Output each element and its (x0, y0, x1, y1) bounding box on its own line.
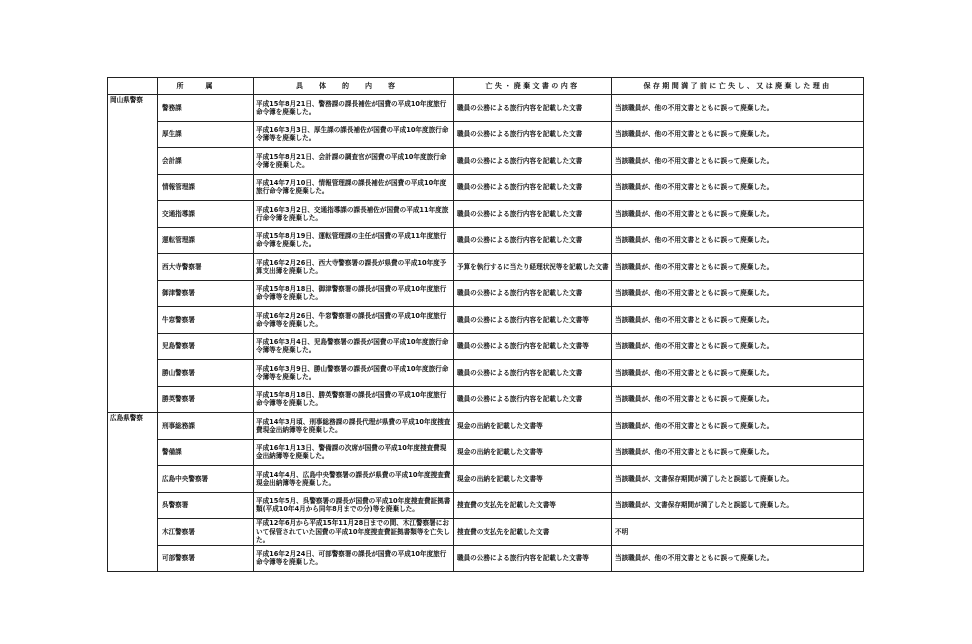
prefecture-cell (108, 333, 158, 360)
table-row (108, 307, 864, 334)
reason-cell: 当該職員が、他の不用文書とともに誤って廃棄した。 (612, 545, 864, 572)
reason-cell: 当該職員が、他の不用文書とともに誤って廃棄した。 (612, 95, 864, 122)
detail-cell: 平成12年6月から平成15年11月28日までの間、木江警察署において保管されていた国費の平成10年度捜査費証拠書類等を亡失した。 (254, 519, 454, 546)
office-cell: 刑事総務課 (158, 413, 254, 440)
prefecture-cell: 広島県警察 (108, 413, 158, 440)
detail-cell: 平成15年8月18日、御津警察署の課長が国費の平成10年度旅行命令簿等を廃棄した。 (254, 280, 454, 307)
header-row (108, 78, 864, 95)
prefecture-cell (108, 280, 158, 307)
table-row (108, 333, 864, 360)
header-office: 所属 (158, 78, 254, 95)
detail-cell: 平成16年2月24日、可部警察署の課長が国費の平成10年度旅行命令簿等を廃棄した。 (254, 545, 454, 572)
prefecture-cell (108, 386, 158, 413)
document-content-cell: 職員の公務による旅行内容を記載した文書 (454, 174, 612, 201)
table-row (108, 519, 864, 546)
prefecture-cell (108, 360, 158, 387)
detail-cell: 平成16年3月2日、交通指導課の課長補佐が国費の平成11年度旅行命令簿を廃棄した。 (254, 201, 454, 228)
office-cell: 可部警察署 (158, 545, 254, 572)
document-content-cell: 職員の公務による旅行内容を記載した文書 (454, 227, 612, 254)
office-cell: 勝山警察署 (158, 360, 254, 387)
prefecture-cell (108, 545, 158, 572)
document-content-cell: 捜査費の支払先を記載した文書等 (454, 492, 612, 519)
detail-cell: 平成15年8月19日、運転管理課の主任が国費の平成11年度旅行命令簿を廃棄した。 (254, 227, 454, 254)
office-cell: 広島中央警察署 (158, 466, 254, 493)
detail-cell: 平成16年3月4日、児島警察署の課長が国費の平成10年度旅行命令簿等を廃棄した。 (254, 333, 454, 360)
office-cell: 交通指導課 (158, 201, 254, 228)
prefecture-cell (108, 201, 158, 228)
office-cell: 勝英警察署 (158, 386, 254, 413)
detail-cell: 平成16年1月13日、警備課の次席が国費の平成10年度捜査費現金出納簿等を廃棄した。 (254, 439, 454, 466)
office-cell: 情報管理課 (158, 174, 254, 201)
header-reason: 保存期間満了前に亡失し、又は廃棄した理由 (612, 78, 864, 95)
detail-cell: 平成15年5月、呉警察署の課長が国費の平成10年度捜査費証拠書類(平成10年4月から同年8月までの分)等を廃棄した。 (254, 492, 454, 519)
document-content-cell: 職員の公務による旅行内容を記載した文書 (454, 280, 612, 307)
reason-cell: 当該職員が、他の不用文書とともに誤って廃棄した。 (612, 174, 864, 201)
reason-cell: 当該職員が、文書保存期間が満了したと誤認して廃棄した。 (612, 492, 864, 519)
prefecture-cell (108, 148, 158, 175)
reason-cell: 当該職員が、他の不用文書とともに誤って廃棄した。 (612, 254, 864, 281)
document-content-cell: 職員の公務による旅行内容を記載した文書 (454, 148, 612, 175)
table-row (108, 466, 864, 493)
header-detail: 具体的内容 (254, 78, 454, 95)
prefecture-cell (108, 254, 158, 281)
document-content-cell: 職員の公務による旅行内容を記載した文書 (454, 121, 612, 148)
reason-cell: 当該職員が、他の不用文書とともに誤って廃棄した。 (612, 333, 864, 360)
table-row (108, 227, 864, 254)
office-cell: 西大寺警察署 (158, 254, 254, 281)
prefecture-cell (108, 227, 158, 254)
office-cell: 厚生課 (158, 121, 254, 148)
reason-cell: 当該職員が、他の不用文書とともに誤って廃棄した。 (612, 121, 864, 148)
prefecture-cell (108, 174, 158, 201)
office-cell: 牛窓警察署 (158, 307, 254, 334)
prefecture-cell (108, 519, 158, 546)
loss-disposal-table (107, 77, 864, 572)
document-content-cell: 職員の公務による旅行内容を記載した文書 (454, 95, 612, 122)
reason-cell: 当該職員が、他の不用文書とともに誤って廃棄した。 (612, 201, 864, 228)
document-content-cell: 職員の公務による旅行内容を記載した文書 (454, 201, 612, 228)
prefecture-cell (108, 121, 158, 148)
office-cell: 会計課 (158, 148, 254, 175)
prefecture-cell (108, 307, 158, 334)
detail-cell: 平成14年4月、広島中央警察署の課長が県費の平成10年度捜査費現金出納簿等を廃棄した。 (254, 466, 454, 493)
document-content-cell: 職員の公務による旅行内容を記載した文書 (454, 360, 612, 387)
table-row (108, 174, 864, 201)
office-cell: 児島警察署 (158, 333, 254, 360)
table-row (108, 439, 864, 466)
document-content-cell: 現金の出納を記載した文書等 (454, 466, 612, 493)
header-document-content: 亡失・廃棄文書の内容 (454, 78, 612, 95)
table-row (108, 148, 864, 175)
reason-cell: 当該職員が、他の不用文書とともに誤って廃棄した。 (612, 439, 864, 466)
document-content-cell: 職員の公務による旅行内容を記載した文書等 (454, 307, 612, 334)
prefecture-cell (108, 439, 158, 466)
office-cell: 木江警察署 (158, 519, 254, 546)
reason-cell: 当該職員が、他の不用文書とともに誤って廃棄した。 (612, 307, 864, 334)
table-row (108, 280, 864, 307)
table-row (108, 492, 864, 519)
table-row (108, 201, 864, 228)
detail-cell: 平成16年3月9日、勝山警察署の課長が国費の平成10年度旅行命令簿等を廃棄した。 (254, 360, 454, 387)
office-cell: 警務課 (158, 95, 254, 122)
table-row (108, 386, 864, 413)
reason-cell: 当該職員が、他の不用文書とともに誤って廃棄した。 (612, 360, 864, 387)
table-body (108, 95, 864, 572)
reason-cell: 不明 (612, 519, 864, 546)
document-content-cell: 職員の公務による旅行内容を記載した文書 (454, 386, 612, 413)
prefecture-cell: 岡山県警察 (108, 95, 158, 122)
reason-cell: 当該職員が、他の不用文書とともに誤って廃棄した。 (612, 148, 864, 175)
reason-cell: 当該職員が、他の不用文書とともに誤って廃棄した。 (612, 227, 864, 254)
table-row (108, 545, 864, 572)
reason-cell: 当該職員が、文書保存期間が満了したと誤認して廃棄した。 (612, 466, 864, 493)
reason-cell: 当該職員が、他の不用文書とともに誤って廃棄した。 (612, 386, 864, 413)
table-row (108, 360, 864, 387)
prefecture-cell (108, 492, 158, 519)
detail-cell: 平成16年2月26日、西大寺警察署の課長が県費の平成10年度予算支出簿を廃棄した。 (254, 254, 454, 281)
table-row (108, 121, 864, 148)
reason-cell: 当該職員が、他の不用文書とともに誤って廃棄した。 (612, 413, 864, 440)
detail-cell: 平成16年3月3日、厚生課の課長補佐が国費の平成10年度旅行命令簿等を廃棄した。 (254, 121, 454, 148)
table-row (108, 95, 864, 122)
office-cell: 呉警察署 (158, 492, 254, 519)
detail-cell: 平成14年3月頃、刑事総務課の課長代理が県費の平成10年度捜査費現金出納簿等を廃棄した。 (254, 413, 454, 440)
reason-cell: 当該職員が、他の不用文書とともに誤って廃棄した。 (612, 280, 864, 307)
document-content-cell: 捜査費の支払先を記載した文書 (454, 519, 612, 546)
office-cell: 御津警察署 (158, 280, 254, 307)
document-content-cell: 職員の公務による旅行内容を記載した文書等 (454, 333, 612, 360)
detail-cell: 平成14年7月10日、情報管理課の課長補佐が国費の平成10年度旅行命令簿を廃棄した。 (254, 174, 454, 201)
document-content-cell: 職員の公務による旅行内容を記載した文書等 (454, 545, 612, 572)
office-cell: 運転管理課 (158, 227, 254, 254)
detail-cell: 平成15年8月18日、勝英警察署の課長が国費の平成10年度旅行命令簿等を廃棄した。 (254, 386, 454, 413)
table-row (108, 413, 864, 440)
detail-cell: 平成15年8月21日、会計課の調査官が国費の平成10年度旅行命令簿を廃棄した。 (254, 148, 454, 175)
document-content-cell: 現金の出納を記載した文書等 (454, 413, 612, 440)
table-row (108, 254, 864, 281)
document-content-cell: 予算を執行するに当たり経理状況等を記載した文書 (454, 254, 612, 281)
document-page (107, 77, 864, 572)
office-cell: 警備課 (158, 439, 254, 466)
document-content-cell: 現金の出納を記載した文書等 (454, 439, 612, 466)
detail-cell: 平成16年2月26日、牛窓警察署の課長が国費の平成10年度旅行命令簿等を廃棄した。 (254, 307, 454, 334)
detail-cell: 平成15年8月21日、警務課の課長補佐が国費の平成10年度旅行命令簿を廃棄した。 (254, 95, 454, 122)
prefecture-cell (108, 466, 158, 493)
header-prefecture (108, 78, 158, 95)
